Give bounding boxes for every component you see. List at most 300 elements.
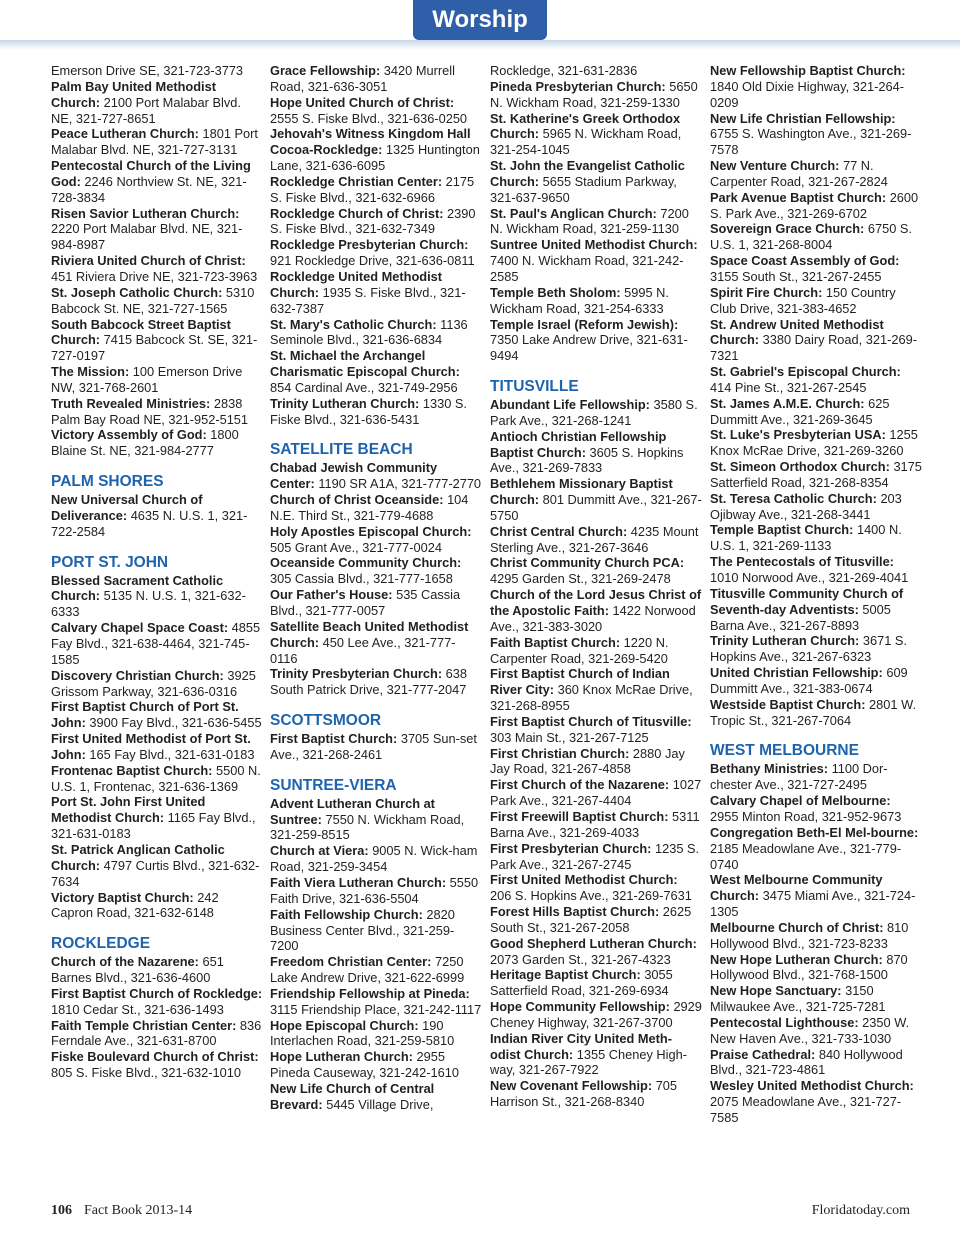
church-name: Truth Revealed Ministries: bbox=[51, 395, 211, 411]
listing-entry bbox=[51, 842, 263, 890]
listing-entry bbox=[490, 777, 702, 809]
church-name: Temple Israel (Reform Jewish): bbox=[490, 316, 679, 332]
church-name: Trinity Lutheran Church: bbox=[710, 633, 860, 649]
church-name: Peace Lutheran Church: bbox=[51, 126, 199, 142]
listing-entry bbox=[710, 1047, 922, 1079]
church-name: St. Luke's Presbyterian USA: bbox=[710, 427, 886, 443]
church-details: 2625 South St., 321-267-2058 bbox=[490, 904, 692, 935]
listing-entry bbox=[270, 986, 482, 1018]
listing-entry bbox=[270, 1018, 482, 1050]
church-details: 4635 N. U.S. 1, 321-722-2584 bbox=[51, 507, 248, 539]
church-name: Suntree United Methodist Church: bbox=[490, 237, 698, 253]
church-name: Oceanside Community Church: bbox=[270, 555, 462, 571]
church-name: Rockledge Presbyterian Church: bbox=[270, 237, 469, 253]
section-tab bbox=[413, 0, 547, 40]
listing-entry bbox=[490, 904, 702, 936]
church-details: 705 Harrison St., 321-268-8340 bbox=[490, 1078, 678, 1110]
church-details: Rockledge, 321-631-2836 bbox=[490, 63, 638, 78]
church-name: Forest Hills Baptist Church: bbox=[490, 904, 660, 920]
church-name: Palm Bay United Methodist Church: bbox=[51, 78, 216, 110]
church-name: Rockledge United Methodist Church: bbox=[270, 268, 443, 300]
church-details: 1325 Huntington Lane, 321-636-6095 bbox=[270, 142, 480, 174]
listing-entry bbox=[710, 285, 922, 317]
listing-entry bbox=[710, 554, 922, 586]
listing-entry bbox=[490, 524, 702, 556]
church-details: 535 Cassia Blvd., 321-777-0057 bbox=[270, 587, 461, 618]
church-details: 165 Fay Blvd., 321-631-0183 bbox=[89, 746, 255, 762]
church-name: Victory Baptist Church: bbox=[51, 889, 194, 905]
listing-entry bbox=[490, 237, 702, 285]
city-heading: SATELLITE BEACH bbox=[270, 441, 413, 459]
listing-entry bbox=[710, 221, 922, 253]
church-name: Faith Fellowship Church: bbox=[270, 906, 423, 922]
church-details: 3580 S. Park Ave., 321-268-1241 bbox=[490, 397, 698, 428]
church-details: 1810 Cedar St., 321-636-1493 bbox=[51, 1001, 224, 1017]
listing-entry bbox=[270, 619, 482, 667]
listing-entry bbox=[710, 1015, 922, 1047]
church-details: 303 Main St., 321-267-7125 bbox=[490, 729, 649, 745]
church-name: Blessed Sacrament Catholic Church: bbox=[51, 572, 224, 604]
church-details: 1255 Knox McRae Drive, 321-269-3260 bbox=[710, 427, 918, 459]
church-details: 242 Capron Road, 321-632-6148 bbox=[51, 889, 219, 921]
column-1 bbox=[51, 63, 263, 1081]
listing-entry bbox=[270, 492, 482, 524]
listing-entry bbox=[490, 936, 702, 968]
listing-entry bbox=[490, 841, 702, 873]
church-details: 2801 W. Tropic St., 321-267-7064 bbox=[710, 696, 916, 728]
church-name: West Melbourne Community Church: bbox=[710, 872, 883, 904]
church-details: 609 Dummitt Ave., 321-383-0674 bbox=[710, 665, 908, 696]
church-name: Park Avenue Baptist Church: bbox=[710, 189, 887, 205]
listing-entry bbox=[51, 126, 263, 158]
church-details: 2820 Business Center Blvd., 321-259-7200 bbox=[270, 906, 455, 954]
church-details: Emerson Drive SE, 321-723-3773 bbox=[51, 63, 244, 78]
church-name: St. Patrick Anglican Catholic Church: bbox=[51, 841, 225, 873]
church-details: 5965 N. Wickham Road, 321-254-1045 bbox=[490, 126, 682, 158]
listing-entry bbox=[51, 63, 263, 79]
church-details: 2350 W. New Haven Ave., 321-733-1030 bbox=[710, 1014, 910, 1046]
listing-entry bbox=[710, 491, 922, 523]
church-name: Holy Apostles Episcopal Church: bbox=[270, 523, 472, 539]
church-details: 100 Emerson Drive NW, 321-768-2601 bbox=[51, 364, 243, 395]
church-details: 2838 Palm Bay Road NE, 321-952-5151 bbox=[51, 395, 249, 427]
listing-entry bbox=[710, 522, 922, 554]
church-name: Christ Central Church: bbox=[490, 523, 628, 539]
church-details: 3900 Fay Blvd., 321-636-5455 bbox=[89, 715, 262, 731]
church-details: 206 S. Hopkins Ave., 321-269-7631 bbox=[490, 888, 692, 904]
church-name: Melbourne Church of Christ: bbox=[710, 919, 884, 935]
church-name: Calvary Chapel of Melbourne: bbox=[710, 793, 891, 809]
church-name: Trinity Presbyterian Church: bbox=[270, 666, 443, 682]
church-details: 801 Dummitt Ave., 321-267-5750 bbox=[490, 492, 702, 523]
listing-entry bbox=[710, 190, 922, 222]
listing-entry bbox=[270, 174, 482, 206]
listing-entry bbox=[710, 983, 922, 1015]
church-name: Trinity Lutheran Church: bbox=[270, 395, 420, 411]
listing-entry bbox=[710, 253, 922, 285]
church-details: 3705 Sun-set Ave., 321-268-2461 bbox=[270, 731, 477, 762]
listing-entry bbox=[270, 731, 482, 763]
church-name: Our Father's House: bbox=[270, 587, 393, 603]
church-name: Heritage Baptist Church: bbox=[490, 967, 641, 983]
listing-entry bbox=[51, 285, 263, 317]
listing-entry bbox=[490, 206, 702, 238]
listing-entry bbox=[270, 95, 482, 127]
church-details: 2075 Meadowlane Ave., 321-727-7585 bbox=[710, 1094, 902, 1125]
church-details: 5995 N. Wickham Road, 321-254-6333 bbox=[490, 284, 669, 316]
church-details: 625 Dummitt Ave., 321-269-3645 bbox=[710, 395, 890, 427]
church-details: 1027 Park Ave., 321-267-4404 bbox=[490, 777, 702, 809]
church-name: First Baptist Church of Titusville: bbox=[490, 713, 692, 729]
city-heading: WEST MELBOURNE bbox=[710, 742, 859, 760]
church-name: Church of the Lord Jesus Christ of the Apostolic Faith: bbox=[490, 587, 702, 618]
church-details: 190 Interlachen Road, 321-259-5810 bbox=[270, 1017, 455, 1049]
church-name: Church at Viera: bbox=[270, 843, 369, 859]
listing-entry bbox=[51, 986, 263, 1018]
church-details: 7550 N. Wickham Road, 321-259-8515 bbox=[270, 811, 465, 843]
listing-entry bbox=[710, 665, 922, 697]
listing-entry bbox=[710, 396, 922, 428]
church-name: The Pentecostals of Titusville: bbox=[710, 554, 894, 570]
church-details: 1801 Port Malabar Blvd. NE, 321-727-3131 bbox=[51, 126, 258, 158]
listing-entry bbox=[51, 492, 263, 540]
listing-entry bbox=[710, 1078, 922, 1126]
church-name: New Venture Church: bbox=[710, 158, 840, 174]
church-name: Friendship Fellowship at Pineda: bbox=[270, 985, 470, 1001]
church-details: 2073 Garden St., 321-267-4323 bbox=[490, 951, 671, 967]
listing-entry bbox=[270, 237, 482, 269]
church-details: 3475 Miami Ave., 321-724-1305 bbox=[710, 888, 916, 920]
church-details: 5445 Village Drive, bbox=[326, 1096, 434, 1112]
listing-entry bbox=[270, 126, 482, 174]
church-details: 1422 Norwood Ave., 321-383-3020 bbox=[490, 603, 696, 634]
church-name: Hope Lutheran Church: bbox=[270, 1049, 413, 1065]
church-details: 854 Cardinal Ave., 321-749-2956 bbox=[270, 379, 458, 395]
listing-entry bbox=[51, 699, 263, 731]
church-name: Hope Community Fellowship: bbox=[490, 999, 670, 1015]
listing-entry bbox=[490, 111, 702, 159]
church-details: 5500 N. U.S. 1, Frontenac, 321-636-1369 bbox=[51, 762, 261, 794]
city-heading: PORT ST. JOHN bbox=[51, 553, 169, 571]
listing-entry bbox=[490, 666, 702, 714]
church-name: Calvary Chapel Space Coast: bbox=[51, 620, 229, 636]
church-name: United Christian Fellowship: bbox=[710, 665, 883, 681]
church-name: First Freewill Baptist Church: bbox=[490, 808, 669, 824]
listing-entry bbox=[51, 79, 263, 127]
church-details: 3420 Murrell Road, 321-636-3051 bbox=[270, 63, 455, 94]
listing-entry bbox=[710, 459, 922, 491]
church-name: St. Teresa Catholic Church: bbox=[710, 490, 877, 506]
church-details: 1010 Norwood Ave., 321-269-4041 bbox=[710, 570, 909, 585]
church-details: 1235 S. Park Ave., 321-267-2745 bbox=[490, 840, 700, 872]
church-name: First United Methodist of Port St. John: bbox=[51, 731, 251, 762]
church-details: 5311 Barna Ave., 321-269-4033 bbox=[490, 808, 700, 840]
church-details: 2175 S. Fiske Blvd., 321-632-6966 bbox=[270, 173, 475, 205]
listing-entry bbox=[51, 253, 263, 285]
church-details: 921 Rockledge Drive, 321-636-0811 bbox=[270, 253, 475, 269]
listing-entry bbox=[270, 666, 482, 698]
listing-entry bbox=[490, 967, 702, 999]
church-name: First Presbyterian Church: bbox=[490, 840, 652, 856]
listing-entry bbox=[710, 952, 922, 984]
listing-entry bbox=[710, 825, 922, 873]
church-name: Riviera United Church of Christ: bbox=[51, 253, 246, 269]
church-details: 1355 Cheney High-way, 321-267-7922 bbox=[490, 1046, 688, 1078]
listing-entry bbox=[710, 364, 922, 396]
church-details: 150 Country Club Drive, 321-383-4652 bbox=[710, 284, 896, 316]
church-details: 4295 Garden St., 321-269-2478 bbox=[490, 571, 671, 587]
church-name: Westside Baptist Church: bbox=[710, 696, 866, 712]
listing-entry bbox=[710, 872, 922, 920]
city-heading: SCOTTSMOOR bbox=[270, 712, 382, 730]
church-details: 4855 Fay Blvd., 321-638-4464, 321-745-1585 bbox=[51, 620, 261, 667]
church-details: 1165 Fay Blvd., 321-631-0183 bbox=[51, 810, 256, 842]
church-details: 805 S. Fiske Blvd., 321-632-1010 bbox=[51, 1065, 241, 1081]
church-details: 414 Pine St., 321-267-2545 bbox=[710, 379, 867, 395]
church-details: 7250 Lake Andrew Drive, 321-622-6999 bbox=[270, 954, 465, 986]
church-name: St. James A.M.E. Church: bbox=[710, 395, 865, 411]
church-details: 3155 South St., 321-267-2455 bbox=[710, 268, 882, 284]
church-name: Hope United Church of Christ: bbox=[270, 94, 455, 110]
church-details: 505 Grant Ave., 321-777-0024 bbox=[270, 539, 442, 555]
listing-entry bbox=[270, 206, 482, 238]
church-name: Church of Christ Oceanside: bbox=[270, 492, 444, 508]
listing-entry bbox=[710, 586, 922, 634]
listing-entry bbox=[490, 63, 702, 79]
church-details: 4797 Curtis Blvd., 321-632-7634 bbox=[51, 857, 260, 889]
church-details: 6755 S. Washington Ave., 321-269-7578 bbox=[710, 126, 912, 158]
church-name: Hope Episcopal Church: bbox=[270, 1017, 419, 1033]
church-details: 450 Lee Ave., 321-777-0116 bbox=[270, 634, 456, 666]
listing-entry bbox=[51, 573, 263, 621]
column-4 bbox=[710, 63, 922, 1126]
city-heading: TITUSVILLE bbox=[490, 378, 579, 396]
column-3 bbox=[490, 63, 702, 1110]
listing-entry bbox=[490, 397, 702, 429]
church-name: First Baptist Church: bbox=[270, 731, 398, 747]
church-details: 1935 S. Fiske Blvd., 321-632-7387 bbox=[270, 284, 466, 316]
listing-entry bbox=[270, 460, 482, 492]
church-details: 638 South Patrick Drive, 321-777-2047 bbox=[270, 666, 468, 698]
church-name: Congregation Beth-El Mel-bourne: bbox=[710, 824, 919, 840]
church-name: Pentecostal Lighthouse: bbox=[710, 1014, 859, 1030]
church-details: 7200 N. Wickham Road, 321-259-1130 bbox=[490, 205, 689, 237]
listing-entry bbox=[270, 875, 482, 907]
church-name: Freedom Christian Center: bbox=[270, 954, 432, 970]
listing-entry bbox=[710, 317, 922, 365]
church-name: Bethany Ministries: bbox=[710, 761, 829, 777]
church-details: 3055 Satterfield Road, 321-269-6934 bbox=[490, 967, 673, 999]
church-details: 3925 Grissom Parkway, 321-636-0316 bbox=[51, 667, 256, 699]
church-details: 7415 Babcock St. SE, 321-727-0197 bbox=[51, 332, 258, 364]
church-name: New Life Christian Fellowship: bbox=[710, 110, 896, 126]
section-title: Worship bbox=[432, 6, 528, 33]
listing-entry bbox=[490, 809, 702, 841]
church-details: 836 Ferndale Ave., 321-631-8700 bbox=[51, 1017, 262, 1049]
church-name: St. Katherine's Greek Orthodox Church: bbox=[490, 110, 681, 142]
listing-entry bbox=[710, 111, 922, 159]
church-name: Temple Baptist Church: bbox=[710, 522, 854, 538]
listing-entry bbox=[490, 714, 702, 746]
church-name: Antioch Christian Fellowship Baptist Church: bbox=[490, 428, 667, 460]
listing-entry bbox=[270, 954, 482, 986]
listing-entry bbox=[710, 761, 922, 793]
church-details: 5005 Barna Ave., 321-267-8893 bbox=[710, 601, 891, 633]
listing-entry bbox=[490, 872, 702, 904]
church-name: Port St. John First United Methodist Church: bbox=[51, 794, 206, 826]
church-details: 5655 Stadium Parkway, 321-637-9650 bbox=[490, 173, 677, 205]
header-band bbox=[0, 40, 960, 50]
church-name: First Christian Church: bbox=[490, 745, 630, 761]
church-name: St. Andrew United Methodist Church: bbox=[710, 316, 884, 348]
church-details: 451 Riviera Drive NE, 321-723-3963 bbox=[51, 268, 258, 284]
listing-entry bbox=[51, 364, 263, 396]
listing-entry bbox=[51, 427, 263, 459]
church-details: 1400 N. U.S. 1, 321-269-1133 bbox=[710, 522, 902, 554]
church-name: First United Methodist Church: bbox=[490, 872, 678, 888]
church-details: 7350 Lake Andrew Drive, 321-631-9494 bbox=[490, 332, 688, 364]
church-details: 1840 Old Dixie Highway, 321-264-0209 bbox=[710, 78, 904, 110]
church-name: Frontenac Baptist Church: bbox=[51, 762, 213, 778]
listing-entry bbox=[710, 158, 922, 190]
site-name: Floridatoday.com bbox=[811, 1203, 910, 1218]
church-name: Fiske Boulevard Church of Christ: bbox=[51, 1049, 259, 1065]
listing-entry bbox=[270, 843, 482, 875]
church-details: 3605 S. Hopkins Ave., 321-269-7833 bbox=[490, 444, 684, 476]
church-name: First Baptist Church of Port St. John: bbox=[51, 699, 239, 731]
church-details: 810 Hollywood Blvd., 321-723-8233 bbox=[710, 919, 909, 951]
church-name: St. John the Evangelist Catholic Church: bbox=[490, 158, 685, 189]
church-details: 3380 Dairy Road, 321-269-7321 bbox=[710, 332, 917, 364]
listing-entry bbox=[270, 317, 482, 349]
church-name: New Hope Lutheran Church: bbox=[710, 951, 883, 967]
city-heading: PALM SHORES bbox=[51, 473, 164, 491]
church-details: 1190 SR A1A, 321-777-2770 bbox=[318, 476, 482, 492]
church-details: 5550 Faith Drive, 321-636-5504 bbox=[270, 874, 479, 906]
listing-entry bbox=[490, 158, 702, 206]
church-name: Wesley United Methodist Church: bbox=[710, 1078, 914, 1094]
church-name: Pentecostal Church of the Living God: bbox=[51, 158, 251, 189]
church-name: Christ Community Church PCA: bbox=[490, 555, 685, 571]
listing-entry bbox=[490, 79, 702, 111]
church-name: New Universal Church of Deliverance: bbox=[51, 492, 203, 523]
church-details: 2880 Jay Jay Road, 321-267-4858 bbox=[490, 745, 685, 777]
church-name: Spirit Fire Church: bbox=[710, 284, 823, 300]
listing-entry bbox=[51, 794, 263, 842]
listing-entry bbox=[51, 731, 263, 763]
listing-entry bbox=[490, 476, 702, 524]
listing-entry bbox=[490, 1078, 702, 1110]
listing-entry bbox=[490, 999, 702, 1031]
church-name: First Baptist Church of Indian River City: bbox=[490, 666, 670, 698]
church-name: Bethlehem Missionary Baptist Church: bbox=[490, 476, 673, 508]
church-name: Advent Lutheran Church at Suntree: bbox=[270, 795, 435, 827]
church-details: 1136 Seminole Blvd., 321-636-6834 bbox=[270, 316, 468, 348]
listing-entry bbox=[270, 348, 482, 396]
listing-entry bbox=[490, 429, 702, 477]
church-name: Jehovah's Witness Kingdom Hall Cocoa-Rockledge: bbox=[270, 126, 471, 158]
church-details: 2955 Minton Road, 321-952-9673 bbox=[710, 808, 902, 824]
church-name: St. Mary's Catholic Church: bbox=[270, 316, 437, 332]
church-details: 3175 Satterfield Road, 321-268-8354 bbox=[710, 459, 922, 490]
listing-entry bbox=[270, 524, 482, 556]
listing-entry bbox=[490, 285, 702, 317]
church-details: 7400 N. Wickham Road, 321-242-2585 bbox=[490, 253, 684, 284]
church-details: 1330 S. Fiske Blvd., 321-636-5431 bbox=[270, 395, 467, 427]
listing-entry bbox=[270, 587, 482, 619]
listing-entry bbox=[51, 890, 263, 922]
church-name: Faith Viera Lutheran Church: bbox=[270, 874, 447, 890]
listing-entry bbox=[710, 697, 922, 729]
page-number: 106 bbox=[51, 1203, 72, 1218]
church-details: 5135 N. U.S. 1, 321-632-6333 bbox=[51, 588, 246, 620]
church-name: Faith Baptist Church: bbox=[490, 634, 621, 650]
church-name: Discovery Christian Church: bbox=[51, 667, 224, 683]
church-name: Sovereign Grace Church: bbox=[710, 221, 865, 237]
listing-entry bbox=[710, 63, 922, 111]
listing-entry bbox=[490, 555, 702, 587]
listing-entry bbox=[51, 158, 263, 206]
church-details: 651 Barnes Blvd., 321-636-4600 bbox=[51, 954, 224, 986]
listing-entry bbox=[270, 396, 482, 428]
church-name: Church of the Nazarene: bbox=[51, 954, 199, 970]
church-name: Risen Savior Lutheran Church: bbox=[51, 205, 240, 221]
listing-entry bbox=[51, 620, 263, 668]
church-details: 2390 S. Fiske Blvd., 321-632-7349 bbox=[270, 205, 476, 237]
church-name: South Babcock Street Baptist Church: bbox=[51, 316, 231, 348]
listing-entry bbox=[270, 555, 482, 587]
church-name: St. Michael the Archangel Charismatic Episcopal Church: bbox=[270, 348, 460, 380]
listing-entry bbox=[710, 920, 922, 952]
listing-entry bbox=[51, 763, 263, 795]
listing-entry bbox=[490, 317, 702, 365]
church-name: Titusville Community Church of Seventh-day Adventists: bbox=[710, 585, 904, 617]
church-name: St. Gabriel's Episcopal Church: bbox=[710, 364, 901, 380]
church-name: Praise Cathedral: bbox=[710, 1046, 816, 1062]
church-details: 5310 Babcock St. NE, 321-727-1565 bbox=[51, 284, 255, 316]
church-name: New Fellowship Baptist Church: bbox=[710, 63, 906, 78]
church-name: Indian River City United Meth-odist Church: bbox=[490, 1030, 673, 1062]
listing-entry bbox=[51, 954, 263, 986]
listing-entry bbox=[51, 396, 263, 428]
church-name: First Church of the Nazarene: bbox=[490, 777, 670, 793]
church-name: First Baptist Church of Rockledge: bbox=[51, 985, 263, 1001]
book-title: Fact Book 2013-14 bbox=[84, 1203, 193, 1218]
church-name: New Covenant Fellowship: bbox=[490, 1078, 653, 1094]
church-details: 305 Cassia Blvd., 321-777-1658 bbox=[270, 571, 453, 587]
church-name: Temple Beth Sholom: bbox=[490, 284, 621, 300]
church-details: 5650 N. Wickham Road, 321-259-1330 bbox=[490, 78, 698, 110]
page-footer bbox=[51, 1203, 910, 1221]
church-name: Chabad Jewish Community Center: bbox=[270, 460, 438, 492]
church-details: 2955 Pineda Causeway, 321-242-1610 bbox=[270, 1049, 460, 1081]
listing-entry bbox=[51, 1049, 263, 1081]
church-name: New Hope Sanctuary: bbox=[710, 983, 842, 999]
column-2 bbox=[270, 63, 482, 1113]
church-details: 3671 S. Hopkins Ave., 321-267-6323 bbox=[710, 633, 907, 665]
listing-entry bbox=[710, 793, 922, 825]
church-details: 2246 Northview St. NE, 321-728-3834 bbox=[51, 173, 247, 205]
listing-entry bbox=[51, 206, 263, 254]
listing-entry bbox=[710, 427, 922, 459]
church-name: Space Coast Assembly of God: bbox=[710, 253, 900, 269]
church-details: 2100 Port Malabar Blvd. NE, 321-727-8651 bbox=[51, 94, 241, 126]
church-name: St. Joseph Catholic Church: bbox=[51, 284, 223, 300]
church-details: 870 Hollywood Blvd., 321-768-1500 bbox=[710, 951, 908, 983]
church-details: 2555 S. Fiske Blvd., 321-636-0250 bbox=[270, 110, 468, 126]
listing-entry bbox=[270, 269, 482, 317]
church-details: 104 N.E. Third St., 321-779-4688 bbox=[270, 492, 469, 523]
